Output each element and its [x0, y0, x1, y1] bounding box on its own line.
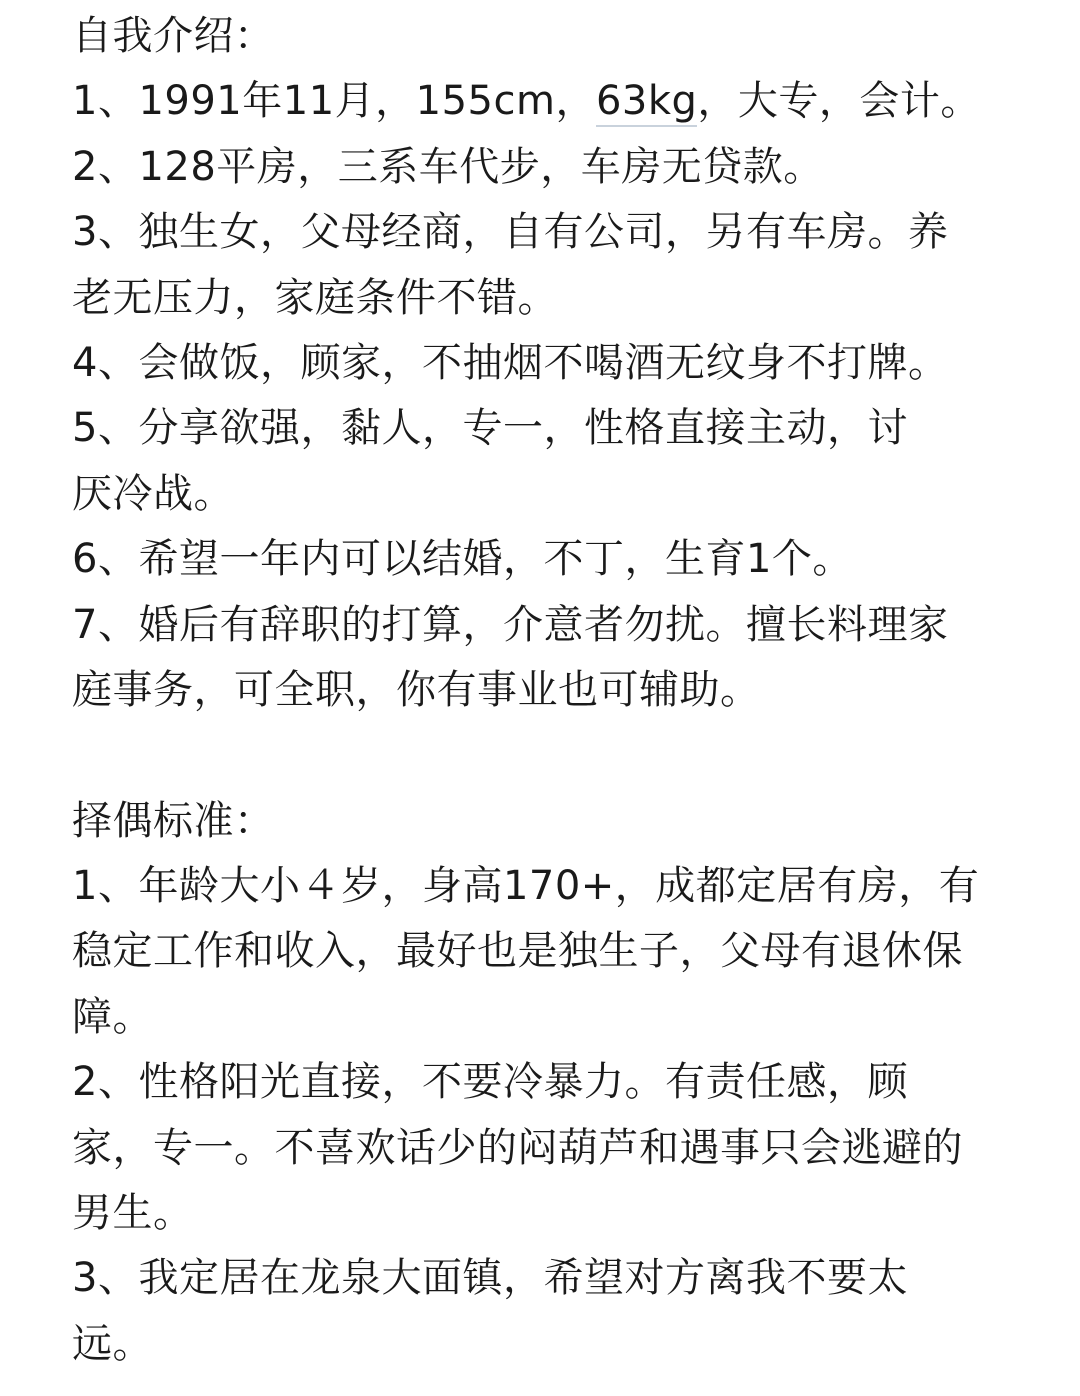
criteria-line-1: 1、年龄大小４岁，身高170+，成都定居有房，有	[72, 863, 980, 910]
intro-line-1	[72, 69, 1012, 134]
intro-line-1-weight: 63kg	[596, 78, 697, 127]
criteria-line-4: 2、性格阳光直接，不要冷暴力。有责任感，顾	[72, 1059, 908, 1106]
intro-line-6: 5、分享欲强，黏人，专一，性格直接主动，讨	[72, 405, 908, 452]
intro-heading: 自我介绍：	[72, 13, 275, 59]
intro-line-1-part-a: 1、1991年11月，155cm，	[72, 78, 596, 125]
intro-line-8: 6、希望一年内可以结婚，不丁，生育1个。	[72, 536, 853, 583]
criteria-line-7: 3、我定居在龙泉大面镇，希望对方离我不要太	[72, 1255, 908, 1302]
criteria-line-3: 障。	[72, 993, 153, 1040]
intro-line-1-part-c: ，大专，会计。	[697, 78, 981, 125]
criteria-heading: 择偶标准：	[72, 797, 275, 844]
criteria-line-5: 家，专一。不喜欢话少的闷葫芦和遇事只会逃避的	[72, 1124, 963, 1171]
intro-line-7: 厌冷战。	[72, 470, 234, 517]
section-gap	[72, 723, 1012, 788]
criteria-line-6: 男生。	[72, 1190, 194, 1237]
intro-line-3: 3、独生女，父母经商，自有公司，另有车房。养	[72, 209, 949, 256]
intro-line-4: 老无压力，家庭条件不错。	[72, 274, 558, 321]
intro-line-2: 2、128平房，三系车代步，车房无贷款。	[72, 143, 824, 190]
criteria-line-2: 稳定工作和收入，最好也是独生子，父母有退休保	[72, 928, 963, 975]
note-body	[72, 4, 1012, 1377]
intro-line-10: 庭事务，可全职，你有事业也可辅助。	[72, 666, 761, 713]
intro-line-9: 7、婚后有辞职的打算，介意者勿扰。擅长料理家	[72, 601, 949, 648]
intro-line-5: 4、会做饭，顾家，不抽烟不喝酒无纹身不打牌。	[72, 339, 949, 386]
criteria-line-8: 远。	[72, 1320, 153, 1367]
